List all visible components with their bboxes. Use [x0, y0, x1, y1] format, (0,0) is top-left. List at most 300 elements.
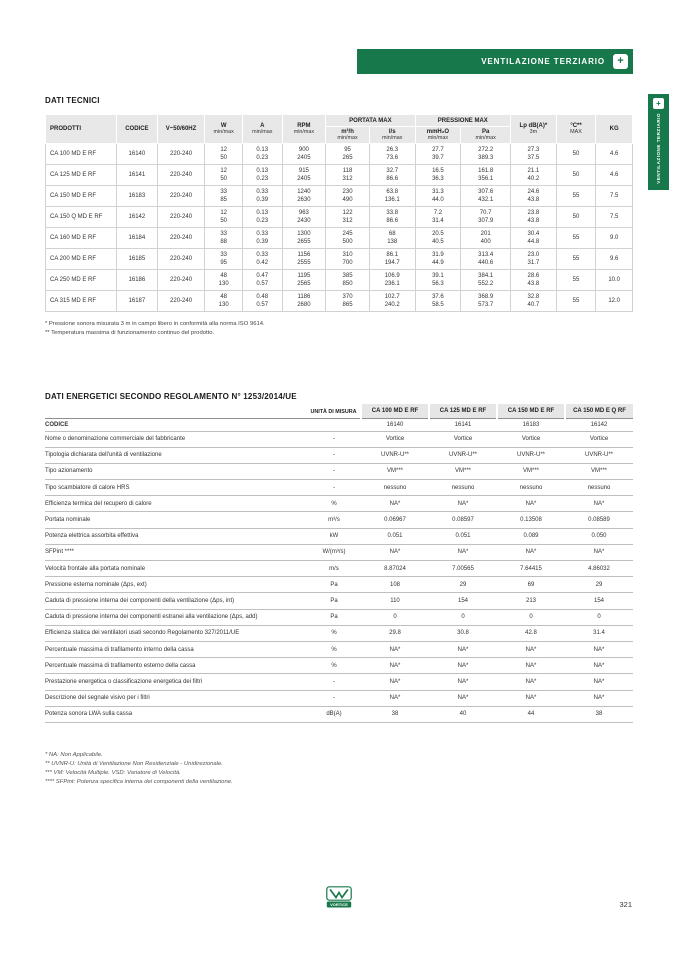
value-cell: 12 50 [205, 165, 243, 186]
energy-row [45, 625, 633, 641]
product-column-header: CA 125 MD E RF [429, 404, 497, 418]
product-name-cell: CA 150 Q MD E RF [46, 207, 117, 228]
value-cell: 29 [565, 577, 633, 593]
col-header-label: Pa [481, 129, 490, 135]
value-cell: NA* [361, 641, 429, 657]
value-cell: NA* [497, 641, 565, 657]
dati-energetici-header [45, 404, 633, 418]
energy-row [45, 577, 633, 593]
value-cell: 161.8 356.1 [461, 165, 511, 186]
row-label: Prestazione energetica o classificazione energetica dei filtri [45, 674, 307, 690]
col-header-a [242, 115, 282, 144]
value-cell: 1300 2655 [282, 228, 326, 249]
value-cell: 7.5 [596, 186, 633, 207]
value-cell: 4.86032 [565, 561, 633, 577]
product-column-header: CA 100 MD E RF [361, 404, 429, 418]
value-cell: 20.5 40.5 [415, 228, 461, 249]
row-label: Nome o denominazione commerciale del fabbricante [45, 431, 307, 447]
value-cell: 27.7 39.7 [415, 144, 461, 165]
value-cell: 9.0 [596, 228, 633, 249]
col-header-codice: CODICE [117, 115, 158, 144]
value-cell: 7.00565 [429, 561, 497, 577]
row-label: Efficienza termica del recupero di calore [45, 496, 307, 512]
value-cell: 16184 [117, 228, 158, 249]
value-cell: nessuno [361, 480, 429, 496]
value-cell: 0.089 [497, 528, 565, 544]
value-cell: 201 400 [461, 228, 511, 249]
unit-cell: Pa [307, 593, 361, 609]
value-cell: 0.13 0.23 [242, 165, 282, 186]
value-cell: 44 [497, 706, 565, 722]
col-header-label: l/s [388, 129, 396, 135]
col-header-label: RPM [297, 123, 311, 129]
value-cell: 31.3 44.0 [415, 186, 461, 207]
col-header-sublabel: min/max [337, 135, 358, 141]
col-header-m3h [326, 127, 370, 144]
section-banner [357, 49, 633, 74]
dati-tecnici-header [46, 115, 633, 144]
col-header-ls [369, 127, 415, 144]
value-cell: 900 2405 [282, 144, 326, 165]
value-cell: UVNR-U** [497, 447, 565, 463]
col-header-kg: KG [596, 115, 633, 144]
col-header-label: m³/h [341, 129, 354, 135]
side-tab-line: VENTILAZIONE [655, 144, 661, 184]
value-cell: 48 130 [205, 291, 243, 312]
value-cell: 245 500 [326, 228, 370, 249]
value-cell: 68 138 [369, 228, 415, 249]
value-cell: 154 [429, 593, 497, 609]
unit-cell: kW [307, 528, 361, 544]
value-cell: 8.87024 [361, 561, 429, 577]
unit-cell: Pa [307, 577, 361, 593]
col-header-temp [556, 115, 596, 144]
col-header-label: W [220, 123, 227, 129]
value-cell: 16142 [117, 207, 158, 228]
col-header-sublabel: min/max [475, 135, 496, 141]
value-cell: NA* [429, 690, 497, 706]
energy-row [45, 674, 633, 690]
value-cell: NA* [361, 674, 429, 690]
value-cell: NA* [497, 496, 565, 512]
value-cell: 220-240 [157, 249, 205, 270]
value-cell: 122 312 [326, 207, 370, 228]
col-header-label: mmH₂O [426, 129, 450, 135]
dati-tecnici-tbody [46, 144, 633, 312]
unit-cell: - [307, 674, 361, 690]
banner-label: VENTILAZIONE TERZIARIO [481, 57, 605, 66]
value-cell: NA* [429, 641, 497, 657]
dati-energetici-title: DATI ENERGETICI SECONDO REGOLAMENTO N° 1253/2014/UE [45, 392, 297, 401]
product-name-cell: CA 160 MD E RF [46, 228, 117, 249]
energy-row [45, 418, 633, 431]
row-label: Caduta di pressione interna dei componenti estranei alla ventilazione (Δps, add) [45, 609, 307, 625]
value-cell: 7.5 [596, 207, 633, 228]
value-cell: 95 265 [326, 144, 370, 165]
row-label: Tipo scambiatore di calore HRS [45, 480, 307, 496]
value-cell: 220-240 [157, 207, 205, 228]
row-label: Percentuale massima di trafilamento interno della cassa [45, 641, 307, 657]
unit-cell: % [307, 496, 361, 512]
value-cell: NA* [497, 544, 565, 560]
value-cell: 220-240 [157, 270, 205, 291]
dati-energetici-tbody [45, 418, 633, 722]
energy-row [45, 496, 633, 512]
value-cell: NA* [361, 690, 429, 706]
product-name-cell: CA 315 MD E RF [46, 291, 117, 312]
value-cell: Vortice [429, 431, 497, 447]
unit-cell: % [307, 658, 361, 674]
col-header-pa [461, 127, 511, 144]
product-row [46, 249, 633, 270]
value-cell: 102.7 240.2 [369, 291, 415, 312]
value-cell: NA* [429, 544, 497, 560]
value-cell: NA* [497, 690, 565, 706]
product-column-header: CA 150 MD E Q RF [565, 404, 633, 418]
value-cell: NA* [429, 496, 497, 512]
value-cell: 0.47 0.57 [242, 270, 282, 291]
value-cell: 384.1 552.2 [461, 270, 511, 291]
unit-cell: dB(A) [307, 706, 361, 722]
value-cell: 27.3 37.5 [511, 144, 557, 165]
value-cell: 220-240 [157, 228, 205, 249]
value-cell: 10.0 [596, 270, 633, 291]
value-cell: 7.2 31.4 [415, 207, 461, 228]
value-cell: NA* [565, 641, 633, 657]
value-cell: 48 130 [205, 270, 243, 291]
product-column-header: CA 150 MD E RF [497, 404, 565, 418]
value-cell: 23.0 31.7 [511, 249, 557, 270]
value-cell: 4.6 [596, 165, 633, 186]
value-cell: 37.6 58.5 [415, 291, 461, 312]
value-cell: 29 [429, 577, 497, 593]
col-header-voltage: V~50/60HZ [157, 115, 205, 144]
value-cell: 16185 [117, 249, 158, 270]
energy-row [45, 609, 633, 625]
col-header-sublabel: min/max [293, 129, 315, 135]
value-cell: 0.08597 [429, 512, 497, 528]
value-cell: 30.4 44.8 [511, 228, 557, 249]
group-header-portata-max: PORTATA MAX [326, 115, 415, 127]
row-label: Potenza elettrica assorbita effettiva [45, 528, 307, 544]
col-header-label: Lp dB(A)* [519, 123, 548, 129]
value-cell: 16183 [117, 186, 158, 207]
empty-header-cell [45, 404, 307, 418]
value-cell: 16183 [497, 418, 565, 431]
value-cell: 0.050 [565, 528, 633, 544]
energy-row [45, 641, 633, 657]
value-cell: Vortice [565, 431, 633, 447]
unit-cell: % [307, 641, 361, 657]
value-cell: 26.3 73.6 [369, 144, 415, 165]
product-name-cell: CA 200 MD E RF [46, 249, 117, 270]
value-cell: 16142 [565, 418, 633, 431]
value-cell: 370 865 [326, 291, 370, 312]
unit-cell: - [307, 690, 361, 706]
value-cell: 0.48 0.57 [242, 291, 282, 312]
footnote: ** Temperatura massima di funzionamento continuo del prodotto. [45, 330, 215, 336]
value-cell: 0.33 0.39 [242, 186, 282, 207]
value-cell: 0.051 [361, 528, 429, 544]
row-label: Descrizione del segnale visivo per i filtri [45, 690, 307, 706]
value-cell: 50 [556, 144, 596, 165]
value-cell: 55 [556, 270, 596, 291]
unit-cell: - [307, 480, 361, 496]
value-cell: 29.8 [361, 625, 429, 641]
energy-row [45, 706, 633, 722]
col-header-lp [511, 115, 557, 144]
value-cell: 32.7 86.6 [369, 165, 415, 186]
energy-row [45, 447, 633, 463]
value-cell: 1156 2555 [282, 249, 326, 270]
value-cell: VM*** [429, 463, 497, 479]
energy-row [45, 431, 633, 447]
value-cell: VM*** [361, 463, 429, 479]
plus-icon: + [613, 54, 628, 69]
col-header-sublabel: min/max [213, 129, 234, 135]
value-cell: 23.8 43.8 [511, 207, 557, 228]
value-cell: 118 312 [326, 165, 370, 186]
value-cell: 313.4 440.6 [461, 249, 511, 270]
value-cell: 220-240 [157, 165, 205, 186]
value-cell: nessuno [565, 480, 633, 496]
value-cell: 55 [556, 249, 596, 270]
row-label: SFPint **** [45, 544, 307, 560]
value-cell: 38 [361, 706, 429, 722]
value-cell: UVNR-U** [361, 447, 429, 463]
vortice-logo-mark [326, 886, 352, 908]
energy-row [45, 690, 633, 706]
value-cell: 272.2 389.3 [461, 144, 511, 165]
dati-tecnici-title: DATI TECNICI [45, 96, 100, 105]
footnote: * NA: Non Applicabile. [45, 752, 103, 758]
value-cell: 9.6 [596, 249, 633, 270]
value-cell: 21.1 40.2 [511, 165, 557, 186]
value-cell: nessuno [497, 480, 565, 496]
value-cell: 50 [556, 207, 596, 228]
value-cell: 0.051 [429, 528, 497, 544]
value-cell: 33.8 86.6 [369, 207, 415, 228]
col-header-w [205, 115, 243, 144]
value-cell: 0.13508 [497, 512, 565, 528]
value-cell: NA* [565, 544, 633, 560]
value-cell: 16140 [117, 144, 158, 165]
footnote: * Pressione sonora misurata 3 m in campo libero in conformità alla norma ISO 9614. [45, 321, 265, 327]
value-cell: 31.9 44.9 [415, 249, 461, 270]
unit-cell: - [307, 463, 361, 479]
value-cell: 12 50 [205, 144, 243, 165]
value-cell: 310 700 [326, 249, 370, 270]
col-header-sublabel: MAX [570, 129, 582, 135]
col-header-label: A [260, 123, 265, 129]
footnote: *** VM: Velocità Multiple. VSD: Variatore di Velocità. [45, 770, 181, 776]
value-cell: 24.6 43.8 [511, 186, 557, 207]
value-cell: NA* [429, 674, 497, 690]
product-row [46, 207, 633, 228]
value-cell: 4.6 [596, 144, 633, 165]
unit-cell: - [307, 431, 361, 447]
value-cell: 0 [361, 609, 429, 625]
value-cell: 32.8 40.7 [511, 291, 557, 312]
value-cell: 0.06967 [361, 512, 429, 528]
energy-row [45, 480, 633, 496]
product-name-cell: CA 250 MD E RF [46, 270, 117, 291]
value-cell: 16186 [117, 270, 158, 291]
value-cell: 40 [429, 706, 497, 722]
col-header-sublabel: min/max [427, 135, 449, 141]
value-cell: 1186 2680 [282, 291, 326, 312]
value-cell: 16140 [361, 418, 429, 431]
value-cell: 70.7 307.9 [461, 207, 511, 228]
value-cell: 0.13 0.23 [242, 144, 282, 165]
side-tab [648, 94, 669, 190]
value-cell: 39.1 56.3 [415, 270, 461, 291]
value-cell: NA* [361, 496, 429, 512]
unit-cell [307, 418, 361, 431]
footnote: **** SFPint: Potenza specifica interna dei componenti della ventilazione. [45, 779, 233, 785]
energy-row [45, 528, 633, 544]
side-tab-label [656, 113, 662, 184]
row-label: Tipo azionamento [45, 463, 307, 479]
value-cell: nessuno [429, 480, 497, 496]
value-cell: 42.8 [497, 625, 565, 641]
value-cell: 0.08589 [565, 512, 633, 528]
row-label: Caduta di pressione interna dei componenti della ventilazione (Δps, int) [45, 593, 307, 609]
value-cell: 33 95 [205, 249, 243, 270]
energy-row [45, 561, 633, 577]
value-cell: 31.4 [565, 625, 633, 641]
value-cell: VM*** [497, 463, 565, 479]
value-cell: 0 [497, 609, 565, 625]
unit-cell: m/s [307, 561, 361, 577]
value-cell: 0.13 0.23 [242, 207, 282, 228]
value-cell: 915 2405 [282, 165, 326, 186]
product-row [46, 186, 633, 207]
product-row [46, 165, 633, 186]
col-header-prodotti: PRODOTTI [46, 115, 117, 144]
row-label: Potenza sonora LWA sulla cassa [45, 706, 307, 722]
row-label: Velocità frontale alla portata nominale [45, 561, 307, 577]
value-cell: UVNR-U** [429, 447, 497, 463]
unit-cell: % [307, 625, 361, 641]
unit-cell: - [307, 447, 361, 463]
value-cell: 16141 [117, 165, 158, 186]
value-cell: VM*** [565, 463, 633, 479]
unit-column-header: UNITÀ DI MISURA [310, 409, 357, 415]
value-cell: 106.9 236.1 [369, 270, 415, 291]
value-cell: 230 490 [326, 186, 370, 207]
value-cell: 1195 2565 [282, 270, 326, 291]
value-cell: 33 85 [205, 186, 243, 207]
value-cell: Vortice [497, 431, 565, 447]
value-cell: 110 [361, 593, 429, 609]
value-cell: NA* [361, 658, 429, 674]
value-cell: 0 [565, 609, 633, 625]
value-cell: 86.1 194.7 [369, 249, 415, 270]
energy-row [45, 593, 633, 609]
value-cell: 307.6 432.1 [461, 186, 511, 207]
col-header-sublabel: min/max [252, 129, 273, 135]
value-cell: 0.33 0.39 [242, 228, 282, 249]
energy-row [45, 658, 633, 674]
product-row [46, 291, 633, 312]
value-cell: 63.8 136.1 [369, 186, 415, 207]
value-cell: 33 88 [205, 228, 243, 249]
vortice-logo [326, 886, 352, 913]
value-cell: NA* [497, 658, 565, 674]
group-header-pressione-max: PRESSIONE MAX [415, 115, 510, 127]
col-header-sublabel: min/max [382, 135, 403, 141]
value-cell: 12.0 [596, 291, 633, 312]
value-cell: NA* [565, 496, 633, 512]
col-header-mmh2o [415, 127, 461, 144]
value-cell: 16141 [429, 418, 497, 431]
product-name-cell: CA 100 MD E RF [46, 144, 117, 165]
value-cell: NA* [565, 674, 633, 690]
value-cell: 220-240 [157, 186, 205, 207]
product-row [46, 228, 633, 249]
col-header-sublabel: 3m [529, 129, 538, 135]
energy-row [45, 512, 633, 528]
row-label: Tipologia dichiarata dell'unità di ventilazione [45, 447, 307, 463]
value-cell: 30.8 [429, 625, 497, 641]
value-cell: 108 [361, 577, 429, 593]
value-cell: 50 [556, 165, 596, 186]
value-cell: 12 50 [205, 207, 243, 228]
row-label: Efficienza statica dei ventilatori usati secondo Regolamento 327/2011/UE [45, 625, 307, 641]
row-label: CODICE [45, 418, 307, 431]
value-cell: 55 [556, 291, 596, 312]
value-cell: UVNR-U** [565, 447, 633, 463]
col-header-rpm [282, 115, 326, 144]
side-tab-line: TERZIARIO [655, 113, 661, 143]
value-cell: NA* [565, 658, 633, 674]
value-cell: 0 [429, 609, 497, 625]
value-cell: 368.9 573.7 [461, 291, 511, 312]
value-cell: NA* [361, 544, 429, 560]
value-cell: 38 [565, 706, 633, 722]
product-row [46, 270, 633, 291]
value-cell: 963 2430 [282, 207, 326, 228]
dati-tecnici-table [45, 114, 633, 312]
row-label: Percentuale massima di trafilamento esterno della cassa [45, 658, 307, 674]
value-cell: 213 [497, 593, 565, 609]
value-cell: 1240 2630 [282, 186, 326, 207]
plus-icon: + [653, 98, 664, 109]
value-cell: 220-240 [157, 144, 205, 165]
value-cell: 7.64415 [497, 561, 565, 577]
row-label: Portata nominale [45, 512, 307, 528]
value-cell: 0.33 0.42 [242, 249, 282, 270]
energy-row [45, 544, 633, 560]
unit-cell: Pa [307, 609, 361, 625]
value-cell: 55 [556, 186, 596, 207]
logo-text: VORTICE [329, 902, 348, 907]
value-cell: 28.6 43.8 [511, 270, 557, 291]
row-label: Pressione esterna nominale (Δps, ext) [45, 577, 307, 593]
value-cell: NA* [497, 674, 565, 690]
value-cell: 16187 [117, 291, 158, 312]
page-number: 321 [619, 900, 632, 909]
product-name-cell: CA 150 MD E RF [46, 186, 117, 207]
unit-cell: W/(m³/s) [307, 544, 361, 560]
energy-row [45, 463, 633, 479]
value-cell: 16.5 36.3 [415, 165, 461, 186]
unit-cell: m³/s [307, 512, 361, 528]
value-cell: 385 850 [326, 270, 370, 291]
col-header-label: °C** [570, 123, 582, 129]
product-name-cell: CA 125 MD E RF [46, 165, 117, 186]
